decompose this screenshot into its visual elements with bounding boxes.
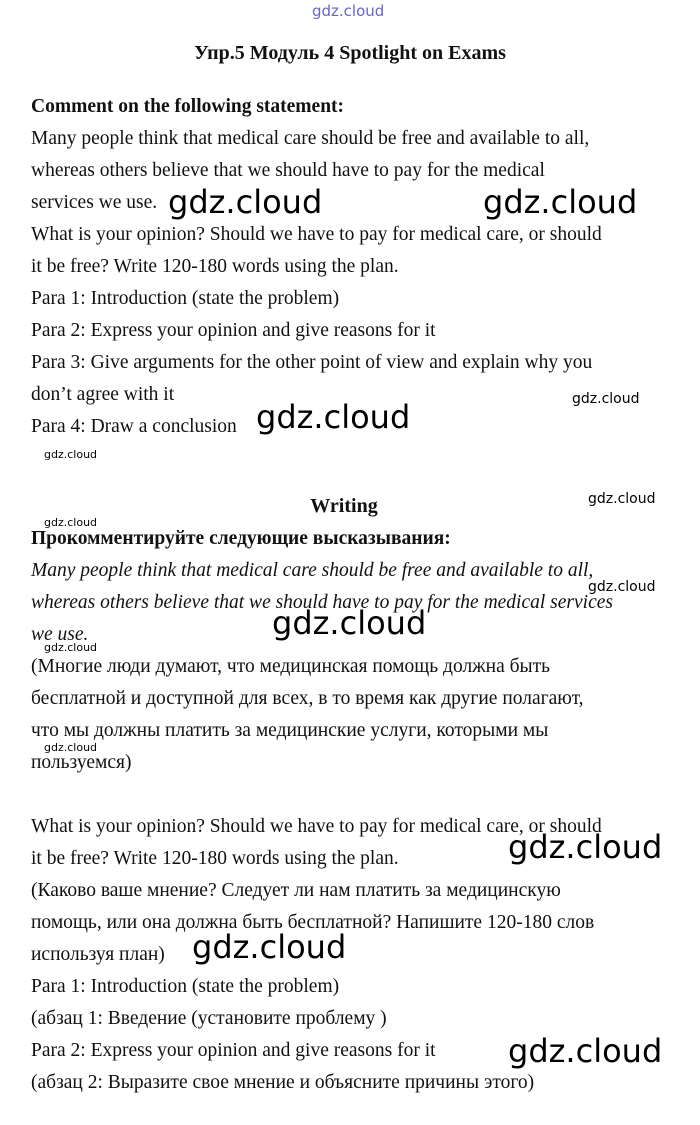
watermark: gdz.cloud xyxy=(272,604,427,642)
plan-para-1: Para 1: Introduction (state the problem) xyxy=(31,288,340,309)
watermark: gdz.cloud xyxy=(588,491,656,507)
statement-line: services we use. xyxy=(31,192,158,213)
plan-para-2-ru: (абзац 2: Выразите свое мнение и объясните причины этого) xyxy=(31,1072,535,1093)
watermark: gdz.cloud xyxy=(508,828,663,866)
ru-statement-line: пользуемся) xyxy=(31,752,132,773)
italic-statement-line: whereas others believe that we should have to pay for the medical services xyxy=(31,592,613,613)
watermark: gdz.cloud xyxy=(192,928,347,966)
plan-para-1: Para 1: Introduction (state the problem) xyxy=(31,976,340,997)
ru-statement-line: бесплатной и доступной для всех, в то время как другие полагают, xyxy=(31,688,584,709)
watermark: gdz.cloud xyxy=(483,183,638,221)
watermark: gdz.cloud xyxy=(44,641,98,654)
watermark: gdz.cloud xyxy=(44,448,98,461)
watermark: gdz.cloud xyxy=(256,398,411,436)
ru-statement-line: (Многие люди думают, что медицинская помощь должна быть xyxy=(31,656,551,677)
ru-question-line: помощь, или она должна быть бесплатной? Напишите 120-180 слов xyxy=(31,912,595,933)
plan-para-1-ru: (абзац 1: Введение (установите проблему ) xyxy=(31,1008,387,1029)
watermark: gdz.cloud xyxy=(168,183,323,221)
ru-question-line: используя план) xyxy=(31,944,165,965)
statement-line: whereas others believe that we should have to pay for the medical xyxy=(31,160,545,181)
watermark: gdz.cloud xyxy=(44,516,98,529)
ru-heading: Прокомментируйте следующие высказывания: xyxy=(31,528,451,549)
plan-para-3-cont: don’t agree with it xyxy=(31,384,175,405)
watermark: gdz.cloud xyxy=(588,579,656,595)
plan-para-2: Para 2: Express your opinion and give reasons for it xyxy=(31,1040,436,1061)
statement-line: Many people think that medical care should be free and available to all, xyxy=(31,128,590,149)
watermark: gdz.cloud xyxy=(508,1032,663,1070)
ru-statement-line: что мы должны платить за медицинские услуги, которыми мы xyxy=(31,720,549,741)
plan-para-4: Para 4: Draw a conclusion xyxy=(31,416,237,437)
task-heading: Comment on the following statement: xyxy=(31,96,345,117)
question-line: What is your opinion? Should we have to pay for medical care, or should xyxy=(31,224,602,245)
question-line: it be free? Write 120-180 words using the plan. xyxy=(31,848,399,869)
question-line: it be free? Write 120-180 words using the plan. xyxy=(31,256,399,277)
italic-statement-line: we use. xyxy=(31,624,89,645)
watermark-top: gdz.cloud xyxy=(312,2,385,20)
watermark: gdz.cloud xyxy=(572,391,640,407)
plan-para-3: Para 3: Give arguments for the other point of view and explain why you xyxy=(31,352,593,373)
writing-heading: Writing xyxy=(310,495,378,517)
italic-statement-line: Many people think that medical care should be free and available to all, xyxy=(31,560,594,581)
page-title: Упр.5 Модуль 4 Spotlight on Exams xyxy=(194,42,506,64)
ru-question-line: (Каково ваше мнение? Следует ли нам платить за медицинскую xyxy=(31,880,561,901)
plan-para-2: Para 2: Express your opinion and give reasons for it xyxy=(31,320,436,341)
question-line: What is your opinion? Should we have to pay for medical care, or should xyxy=(31,816,602,837)
watermark: gdz.cloud xyxy=(44,741,98,754)
